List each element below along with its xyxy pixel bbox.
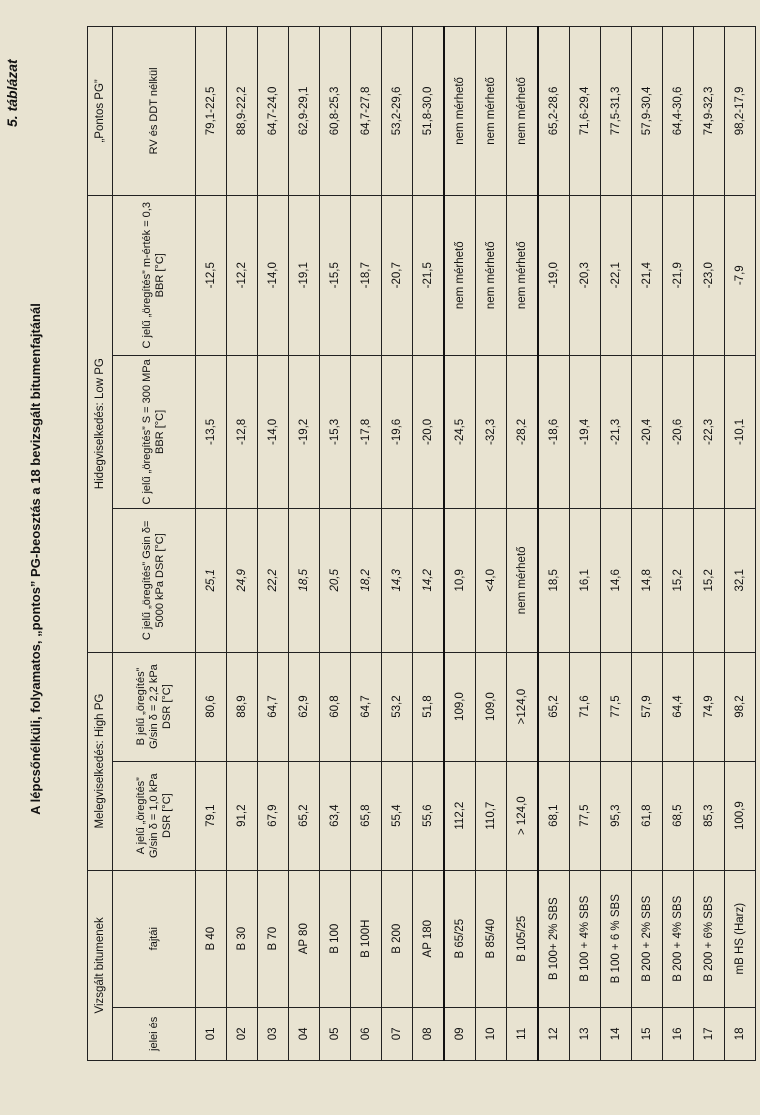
table-row (663, 27, 694, 1061)
row-id: 10 (476, 1007, 507, 1060)
row-c3-value: -7,9 (725, 195, 756, 355)
row-c2-value: -18,6 (538, 355, 570, 509)
row-type: B 100H (351, 870, 382, 1007)
row-c3-value: -20,3 (570, 195, 601, 355)
row-pg-value: 65,2-28,6 (538, 27, 570, 196)
row-pg-value: 71,6-29,4 (570, 27, 601, 196)
row-c1-value: 18,5 (538, 509, 570, 652)
row-b-value: 60,8 (320, 652, 351, 761)
row-b-value: 57,9 (632, 652, 663, 761)
row-b-value: 74,9 (694, 652, 725, 761)
row-b-value: 80,6 (196, 652, 227, 761)
row-id: 09 (444, 1007, 476, 1060)
table-row (382, 27, 413, 1061)
row-id: 11 (507, 1007, 539, 1060)
row-c2-value: -10,1 (725, 355, 756, 509)
types-header: fajtái (113, 870, 196, 1007)
row-b-value: 77,5 (601, 652, 632, 761)
row-c2-value: -32,3 (476, 355, 507, 509)
row-id: 05 (320, 1007, 351, 1060)
row-c1-value: 32,1 (725, 509, 756, 652)
row-c1-value: 14,6 (601, 509, 632, 652)
row-c3-value: nem mérhető (444, 195, 476, 355)
row-a-value: 61,8 (632, 761, 663, 870)
pg-table (87, 26, 756, 1061)
row-id: 13 (570, 1007, 601, 1060)
row-a-value: 91,2 (227, 761, 258, 870)
col-rv-header: RV és DDT nélkül (113, 27, 196, 196)
row-type: AP 180 (413, 870, 445, 1007)
row-c3-value: -21,9 (663, 195, 694, 355)
row-c2-value: -19,2 (289, 355, 320, 509)
table-row (258, 27, 289, 1061)
col-c1-header: C jelű „öregítés” Gsin δ= 5000 kPa DSR [°C] (113, 509, 196, 652)
row-pg-value: 62,9-29,1 (289, 27, 320, 196)
row-c3-value: nem mérhető (507, 195, 539, 355)
row-id: 03 (258, 1007, 289, 1060)
row-pg-value: nem mérhető (444, 27, 476, 196)
row-c2-value: -14,0 (258, 355, 289, 509)
col-c3-header: C jelű „öregítés” m-érték = 0,3 BBR [°C] (113, 195, 196, 355)
row-b-value: 98,2 (725, 652, 756, 761)
table-row (289, 27, 320, 1061)
row-id: 17 (694, 1007, 725, 1060)
row-c3-value: -23,0 (694, 195, 725, 355)
tested-bitumen-header: Vizsgált bitumenek (88, 870, 113, 1060)
row-c1-value: <4,0 (476, 509, 507, 652)
row-type: B 100 + 4% SBS (570, 870, 601, 1007)
row-id: 08 (413, 1007, 445, 1060)
row-type: B 100 (320, 870, 351, 1007)
row-c2-value: -28,2 (507, 355, 539, 509)
row-c2-value: -13,5 (196, 355, 227, 509)
row-pg-value: 98,2-17,9 (725, 27, 756, 196)
row-c3-value: -19,0 (538, 195, 570, 355)
table-row (351, 27, 382, 1061)
row-id: 14 (601, 1007, 632, 1060)
row-type: B 105/25 (507, 870, 539, 1007)
row-b-value: 88,9 (227, 652, 258, 761)
row-id: 16 (663, 1007, 694, 1060)
row-b-value: 64,7 (351, 652, 382, 761)
row-c2-value: -19,4 (570, 355, 601, 509)
row-c1-value: 20,5 (320, 509, 351, 652)
row-c3-value: -18,7 (351, 195, 382, 355)
table-number: 5. táblázat (4, 59, 20, 127)
row-pg-value: 64,7-24,0 (258, 27, 289, 196)
row-c1-value: nem mérhető (507, 509, 539, 652)
table-row (694, 27, 725, 1061)
row-a-value: > 124,0 (507, 761, 539, 870)
table-row (320, 27, 351, 1061)
row-pg-value: 74,9-32,3 (694, 27, 725, 196)
row-c2-value: -22,3 (694, 355, 725, 509)
row-id: 04 (289, 1007, 320, 1060)
table-row (444, 27, 476, 1061)
row-c2-value: -24,5 (444, 355, 476, 509)
row-c3-value: -22,1 (601, 195, 632, 355)
row-c1-value: 22,2 (258, 509, 289, 652)
row-b-value: 109,0 (444, 652, 476, 761)
row-a-value: 55,4 (382, 761, 413, 870)
row-type: B 200 + 2% SBS (632, 870, 663, 1007)
row-c3-value: -12,2 (227, 195, 258, 355)
row-a-value: 65,8 (351, 761, 382, 870)
row-type: B 70 (258, 870, 289, 1007)
row-a-value: 55,6 (413, 761, 445, 870)
row-c3-value: nem mérhető (476, 195, 507, 355)
ids-header: jelei és (113, 1007, 196, 1060)
row-a-value: 68,5 (663, 761, 694, 870)
row-b-value: 65,2 (538, 652, 570, 761)
row-a-value: 67,9 (258, 761, 289, 870)
row-b-value: 64,4 (663, 652, 694, 761)
row-pg-value: 77,5-31,3 (601, 27, 632, 196)
row-type: B 30 (227, 870, 258, 1007)
row-pg-value: 79,1-22,5 (196, 27, 227, 196)
row-a-value: 112,2 (444, 761, 476, 870)
row-type: mB HS (Harz) (725, 870, 756, 1007)
row-type: B 200 (382, 870, 413, 1007)
row-type: B 100 + 6 % SBS (601, 870, 632, 1007)
table-row (632, 27, 663, 1061)
row-id: 02 (227, 1007, 258, 1060)
row-pg-value: 64,4-30,6 (663, 27, 694, 196)
row-c3-value: -21,4 (632, 195, 663, 355)
table-row (601, 27, 632, 1061)
table-row (476, 27, 507, 1061)
row-c1-value: 10,9 (444, 509, 476, 652)
row-b-value: >124,0 (507, 652, 539, 761)
header-row-sub (113, 27, 196, 1061)
row-a-value: 79,1 (196, 761, 227, 870)
row-a-value: 110,7 (476, 761, 507, 870)
row-c3-value: -21,5 (413, 195, 445, 355)
row-type: AP 80 (289, 870, 320, 1007)
low-pg-header: Hidegviselkedés: Low PG (88, 195, 113, 652)
row-c1-value: 15,2 (663, 509, 694, 652)
row-c2-value: -21,3 (601, 355, 632, 509)
row-pg-value: nem mérhető (507, 27, 539, 196)
row-b-value: 53,2 (382, 652, 413, 761)
row-c3-value: -19,1 (289, 195, 320, 355)
row-a-value: 68,1 (538, 761, 570, 870)
exact-pg-header: „Pontos PG” (88, 27, 113, 196)
row-type: B 65/25 (444, 870, 476, 1007)
row-c1-value: 18,2 (351, 509, 382, 652)
row-a-value: 65,2 (289, 761, 320, 870)
row-c1-value: 14,8 (632, 509, 663, 652)
row-a-value: 63,4 (320, 761, 351, 870)
row-c2-value: -20,0 (413, 355, 445, 509)
row-pg-value: 60,8-25,3 (320, 27, 351, 196)
row-type: B 100+ 2% SBS (538, 870, 570, 1007)
row-c1-value: 14,3 (382, 509, 413, 652)
row-type: B 200 + 4% SBS (663, 870, 694, 1007)
table-row (507, 27, 539, 1061)
row-c1-value: 15,2 (694, 509, 725, 652)
row-b-value: 64,7 (258, 652, 289, 761)
row-type: B 200 + 6% SBS (694, 870, 725, 1007)
row-c2-value: -20,6 (663, 355, 694, 509)
row-id: 12 (538, 1007, 570, 1060)
row-c1-value: 24,9 (227, 509, 258, 652)
row-pg-value: nem mérhető (476, 27, 507, 196)
table-caption: A lépcsőnélküli, folyamatos, „pontos” PG-beosztás a 18 bevizsgált bitumenfajtánál (28, 303, 43, 815)
high-pg-header: Melegviselkedés: High PG (88, 652, 113, 870)
row-id: 15 (632, 1007, 663, 1060)
row-c3-value: -14,0 (258, 195, 289, 355)
row-a-value: 100,9 (725, 761, 756, 870)
row-c2-value: -15,3 (320, 355, 351, 509)
row-c1-value: 25,1 (196, 509, 227, 652)
table-row (538, 27, 570, 1061)
row-c2-value: -20,4 (632, 355, 663, 509)
table-row (725, 27, 756, 1061)
row-c1-value: 16,1 (570, 509, 601, 652)
row-id: 18 (725, 1007, 756, 1060)
row-pg-value: 57,9-30,4 (632, 27, 663, 196)
row-c1-value: 14,2 (413, 509, 445, 652)
header-row-top (88, 27, 113, 1061)
row-c1-value: 18,5 (289, 509, 320, 652)
row-pg-value: 88,9-22,2 (227, 27, 258, 196)
row-id: 01 (196, 1007, 227, 1060)
table-row (570, 27, 601, 1061)
table-row (413, 27, 445, 1061)
row-b-value: 71,6 (570, 652, 601, 761)
row-pg-value: 64,7-27,8 (351, 27, 382, 196)
row-a-value: 85,3 (694, 761, 725, 870)
col-b-header: B jelű „öregítés” G/sin δ = 2,2 kPa DSR [°C] (113, 652, 196, 761)
row-c2-value: -17,8 (351, 355, 382, 509)
row-pg-value: 51,8-30,0 (413, 27, 445, 196)
table-row (196, 27, 227, 1061)
table-body (196, 27, 756, 1061)
row-b-value: 51,8 (413, 652, 445, 761)
col-c2-header: C jelű „öregítés” S = 300 MPa BBR [°C] (113, 355, 196, 509)
row-id: 07 (382, 1007, 413, 1060)
row-a-value: 95,3 (601, 761, 632, 870)
row-c3-value: -20,7 (382, 195, 413, 355)
row-b-value: 62,9 (289, 652, 320, 761)
row-pg-value: 53,2-29,6 (382, 27, 413, 196)
row-id: 06 (351, 1007, 382, 1060)
row-a-value: 77,5 (570, 761, 601, 870)
table-row (227, 27, 258, 1061)
row-type: B 40 (196, 870, 227, 1007)
row-b-value: 109,0 (476, 652, 507, 761)
row-c3-value: -15,5 (320, 195, 351, 355)
col-a-header: A jelű „öregítés” G/sin δ = 1,0 kPa DSR [°C] (113, 761, 196, 870)
row-c3-value: -12,5 (196, 195, 227, 355)
row-c2-value: -19,6 (382, 355, 413, 509)
row-c2-value: -12,8 (227, 355, 258, 509)
row-type: B 85/40 (476, 870, 507, 1007)
